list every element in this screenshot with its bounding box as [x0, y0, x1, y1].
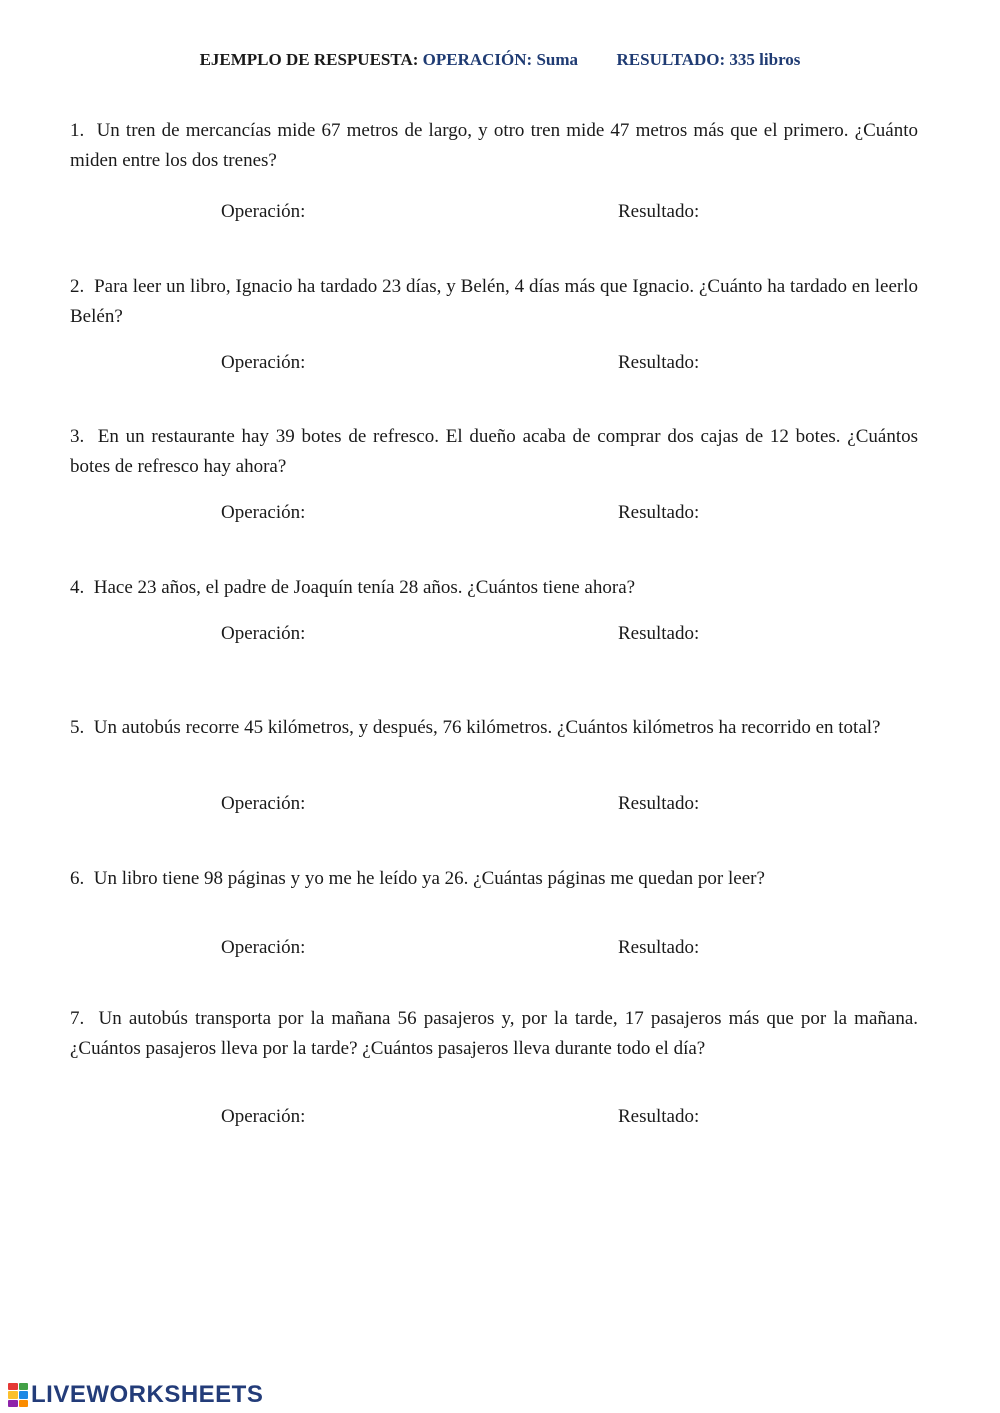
operation-input[interactable] — [313, 794, 463, 816]
operation-input[interactable] — [313, 938, 463, 960]
operation-input[interactable] — [313, 624, 463, 646]
operation-row-4 — [221, 623, 463, 646]
question-number: 5. — [70, 717, 85, 738]
question-number: 2. — [70, 276, 85, 297]
result-row-1 — [618, 201, 857, 224]
operation-label: Operación: — [221, 793, 306, 814]
result-row-5 — [618, 793, 857, 816]
result-input[interactable] — [707, 1107, 857, 1129]
result-row-3 — [618, 502, 857, 525]
operation-label: Operación: — [221, 1106, 306, 1127]
result-input[interactable] — [707, 202, 857, 224]
result-input[interactable] — [707, 624, 857, 646]
question-2 — [70, 272, 918, 332]
question-7 — [70, 1004, 918, 1064]
operation-label: Operación: — [221, 623, 306, 644]
result-input[interactable] — [707, 794, 857, 816]
operation-row-1 — [221, 201, 463, 224]
question-text: En un restaurante hay 39 botes de refresco. El dueño acaba de comprar dos cajas de 12 botes. ¿Cuántos botes de refresco hay ahora? — [70, 426, 918, 477]
question-3 — [70, 422, 918, 482]
question-text: Para leer un libro, Ignacio ha tardado 23 días, y Belén, 4 días más que Ignacio. ¿Cuánto ha tardado en leerlo Belén? — [70, 276, 919, 327]
operation-row-2 — [221, 352, 463, 375]
operation-label: Operación: — [221, 502, 306, 523]
operation-example: OPERACIÓN: Suma — [422, 50, 579, 69]
result-label: Resultado: — [618, 937, 700, 958]
logo-text: LIVEWORKSHEETS — [31, 1381, 264, 1408]
liveworksheets-logo — [8, 1380, 263, 1410]
result-row-2 — [618, 352, 857, 375]
operation-input[interactable] — [313, 1107, 463, 1129]
question-1 — [70, 116, 918, 176]
logo-blocks-icon — [8, 1383, 28, 1407]
operation-row-6 — [221, 937, 463, 960]
example-label: EJEMPLO DE RESPUESTA — [199, 50, 413, 69]
result-row-7 — [618, 1106, 857, 1129]
question-number: 4. — [70, 577, 85, 598]
result-label: Resultado: — [618, 793, 700, 814]
result-input[interactable] — [707, 503, 857, 525]
operation-label: Operación: — [221, 937, 306, 958]
operation-row-5 — [221, 793, 463, 816]
result-row-6 — [618, 937, 857, 960]
question-number: 1. — [70, 120, 85, 141]
result-input[interactable] — [707, 353, 857, 375]
result-label: Resultado: — [618, 502, 700, 523]
operation-input[interactable] — [313, 202, 463, 224]
question-text: Un libro tiene 98 páginas y yo me he leído ya 26. ¿Cuántas páginas me quedan por leer? — [93, 868, 765, 889]
operation-input[interactable] — [313, 353, 463, 375]
example-answer-header — [0, 50, 1000, 70]
result-row-4 — [618, 623, 857, 646]
question-5 — [70, 713, 918, 743]
result-input[interactable] — [707, 938, 857, 960]
question-number: 3. — [70, 426, 85, 447]
question-4 — [70, 573, 918, 603]
operation-row-3 — [221, 502, 463, 525]
example-colon: : — [412, 50, 419, 69]
question-text: Un autobús transporta por la mañana 56 pasajeros y, por la tarde, 17 pasajeros más que por la mañana. ¿Cuántos pasajeros lleva por la tarde? ¿Cuántos pasajeros lleva durante todo el día? — [70, 1008, 918, 1059]
operation-row-7 — [221, 1106, 463, 1129]
result-label: Resultado: — [618, 623, 700, 644]
operation-label: Operación: — [221, 352, 306, 373]
question-number: 7. — [70, 1008, 85, 1029]
result-label: Resultado: — [618, 1106, 700, 1127]
result-label: Resultado: — [618, 201, 700, 222]
question-number: 6. — [70, 868, 85, 889]
result-label: Resultado: — [618, 352, 700, 373]
question-text: Hace 23 años, el padre de Joaquín tenía 28 años. ¿Cuántos tiene ahora? — [93, 577, 636, 598]
operation-input[interactable] — [313, 503, 463, 525]
question-text: Un tren de mercancías mide 67 metros de largo, y otro tren mide 47 metros más que el primero. ¿Cuánto miden entre los dos trenes? — [70, 120, 919, 171]
result-example: RESULTADO: 335 libros — [616, 50, 801, 69]
question-text: Un autobús recorre 45 kilómetros, y después, 76 kilómetros. ¿Cuántos kilómetros ha recorrido en total? — [93, 717, 881, 738]
question-6 — [70, 864, 918, 894]
operation-label: Operación: — [221, 201, 306, 222]
